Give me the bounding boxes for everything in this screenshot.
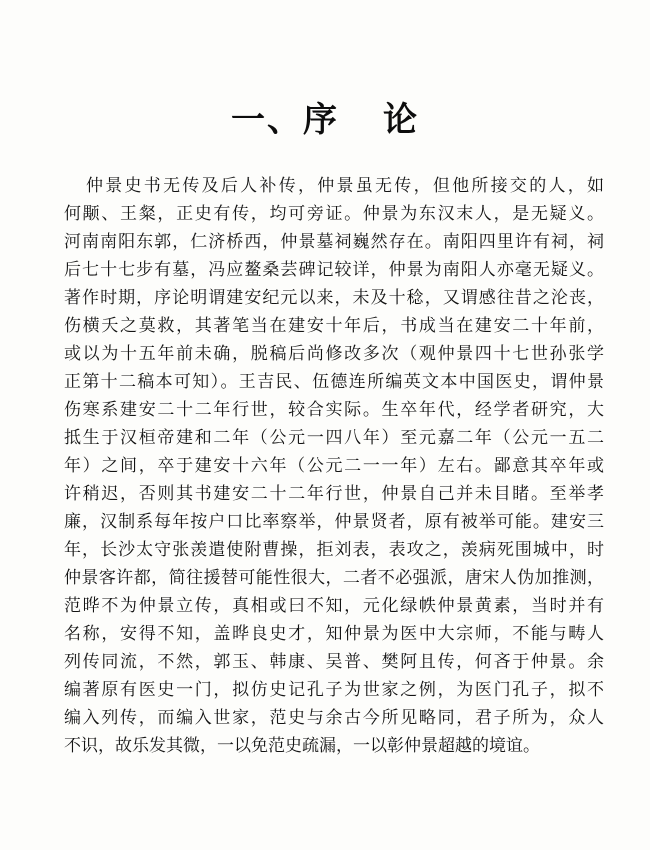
text-line: 名称，安得不知，盖晔良史才，知仲景为医中大宗师，不能与畴人 — [64, 624, 604, 644]
text-line: 编著原有医史一门，拟仿史记孔子为世家之例，为医门孔子，拟不 — [64, 680, 604, 700]
text-line: 何颙、王粲，正史有传，均可旁证。仲景为东汉末人，是无疑义。 — [64, 204, 604, 224]
section-title-part-2: 论 — [383, 100, 419, 140]
text-line: 年，长沙太守张羡遣使附曹操，拒刘表，表攻之，羡病死围城中，时 — [64, 540, 604, 560]
text-line: 或以为十五年前未确，脱稿后尚修改多次（观仲景四十七世孙张学 — [64, 344, 604, 364]
text-line: 伤横夭之莫救，其著笔当在建安十年后，书成当在建安二十年前， — [64, 316, 604, 336]
text-line: 列传同流，不然，郭玉、韩康、吴普、樊阿且传，何吝于仲景。余 — [64, 652, 604, 672]
body-paragraph — [64, 172, 604, 760]
text-line: 廉，汉制系每年按户口比率察举，仲景贤者，原有被举可能。建安三 — [64, 512, 604, 532]
text-line: 范晔不为仲景立传，真相或曰不知，元化绿帙仲景黄素，当时并有 — [64, 596, 604, 616]
text-line: 抵生于汉桓帝建和二年（公元一四八年）至元嘉二年（公元一五二 — [64, 428, 604, 448]
text-line: 不识，故乐发其微，一以免范史疏漏，一以彰仲景超越的境谊。 — [64, 736, 540, 756]
text-line: 著作时期，序论明谓建安纪元以来，未及十稔，又谓感往昔之沦丧， — [64, 288, 604, 308]
text-line: 许稍迟，否则其书建安二十二年行世，仲景自己并未目睹。至举孝 — [64, 484, 604, 504]
text-line: 仲景史书无传及后人补传，仲景虽无传，但他所接交的人，如 — [86, 176, 604, 196]
text-line: 伤寒系建安二十二年行世，较合实际。生卒年代，经学者研究，大 — [64, 400, 604, 420]
text-line: 河南南阳东郭，仁济桥西，仲景墓祠巍然存在。南阳四里许有祠，祠 — [64, 232, 604, 252]
text-line: 编入列传，而编入世家，范史与余古今所见略同，君子所为，众人 — [64, 708, 604, 728]
text-line: 年）之间，卒于建安十六年（公元二一一年）左右。鄙意其卒年或 — [64, 456, 604, 476]
section-title — [0, 92, 650, 141]
text-line: 仲景客许都，简往援替可能性很大，二者不必强派，唐宋人伪加推测， — [64, 568, 604, 588]
text-line: 后七十七步有墓，冯应鳌桑芸碑记较详，仲景为南阳人亦毫无疑义。 — [64, 260, 604, 280]
text-line: 正第十二稿本可知）。王吉民、伍德连所编英文本中国医史，谓仲景 — [64, 372, 604, 392]
section-title-part-1: 一、序 — [231, 100, 339, 140]
